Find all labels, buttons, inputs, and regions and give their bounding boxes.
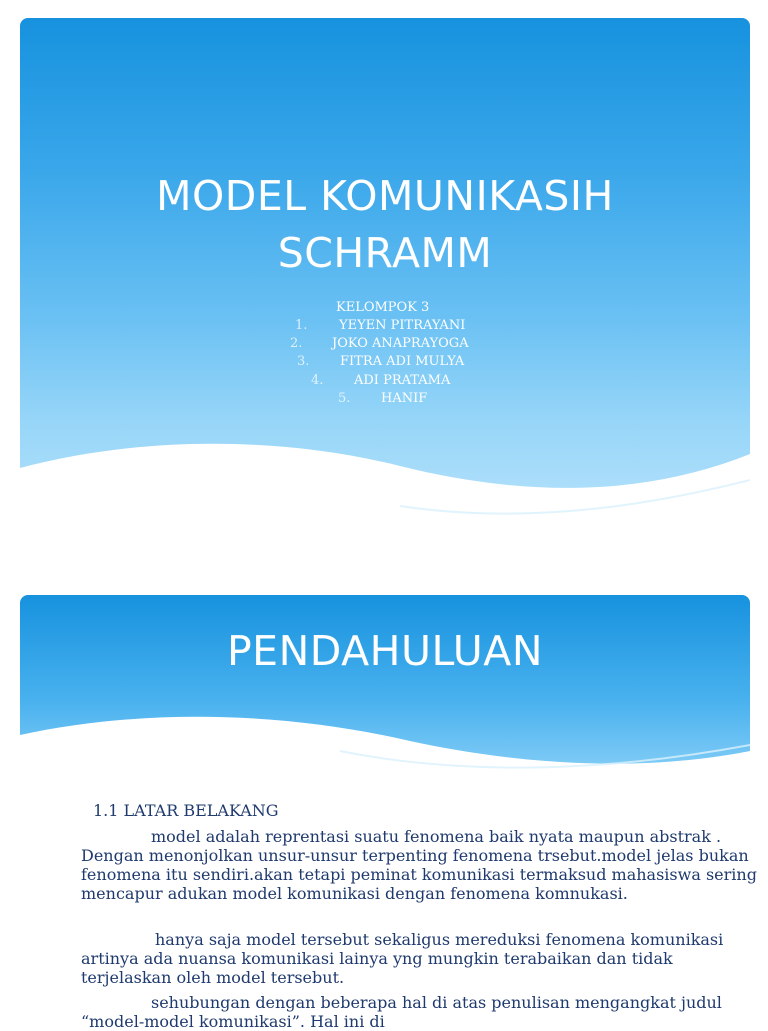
paragraph-text: model adalah reprentasi suatu fenomena baik nyata maupun abstrak . Dengan menonjolkan unsur-unsur terpenting fenomena trsebut.model jelas bukan fenomena itu sendiri.akan tetapi peminat komunikasi termaksud mahasiswa sering mencapur adukan model komunikasi dengan fenomena komnukasi. bbox=[81, 827, 757, 903]
paragraph-text: hanya saja model tersebut sekaligus mereduksi fenomena komunikasi artinya ada nuansa komunikasi lainya yng mungkin terabaikan dan tidak terjelaskan oleh model tersebut. bbox=[81, 930, 724, 987]
member-name: FITRA ADI MULYA bbox=[340, 354, 465, 369]
group-label: KELOMPOK 3 bbox=[336, 300, 430, 315]
slide-title: PENDAHULUAN bbox=[226, 627, 544, 675]
member-number: 1. bbox=[295, 318, 308, 333]
slide-title-line-2: SCHRAMM bbox=[277, 229, 493, 277]
member-number: 5. bbox=[338, 391, 351, 406]
member-name: ADI PRATAMA bbox=[354, 373, 451, 388]
member-number: 3. bbox=[297, 354, 310, 369]
title-slide bbox=[20, 18, 750, 530]
member-name: HANIF bbox=[381, 391, 428, 406]
member-name: YEYEN PITRAYANI bbox=[339, 318, 466, 333]
slide-title-line-1: MODEL KOMUNIKASIH bbox=[156, 172, 614, 220]
paragraph bbox=[81, 827, 761, 903]
member-name: JOKO ANAPRAYOGA bbox=[332, 336, 469, 351]
paragraph bbox=[81, 930, 761, 987]
section-heading: 1.1 LATAR BELAKANG bbox=[93, 801, 279, 820]
slide-title bbox=[20, 168, 750, 282]
paragraph-text: sehubungan dengan beberapa hal di atas penulisan mengangkat judul “model-model komunikasi”. Hal ini di bbox=[81, 993, 722, 1031]
paragraph bbox=[81, 993, 761, 1031]
member-number: 4. bbox=[311, 373, 324, 388]
member-number: 2. bbox=[290, 336, 303, 351]
